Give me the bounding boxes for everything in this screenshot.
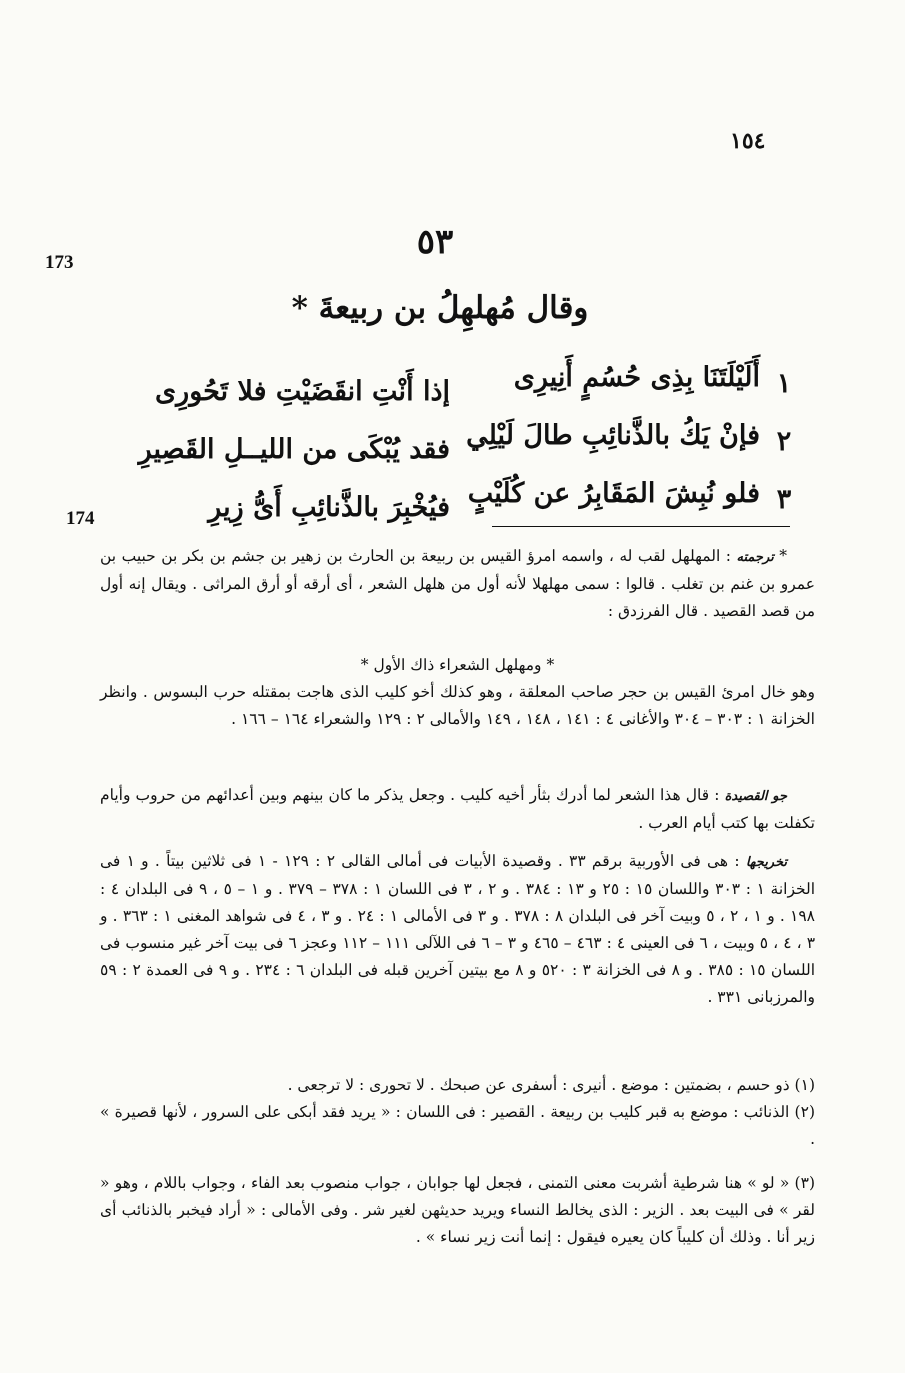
verse-line (100, 478, 800, 532)
verse-number: ٣ (776, 484, 792, 515)
poem-title: وقال مُهلهِلُ بن ربيعةَ * (291, 290, 589, 326)
verse-second-hemistich: إذا أَنْتِ انقَضَيْتِ فلا تَحُورِى (155, 376, 450, 407)
verse-line (100, 420, 800, 474)
verse-number: ١ (776, 368, 792, 399)
page-number: ١٥٤ (730, 128, 766, 154)
takhrij-text: : هى فى الأوربية برقم ٣٣ . وقصيدة الأبيات فى أمالى القالى ٢ : ١٢٩ - ١ فى ثلاثين بيتاً . و ١ فى الخزانة ١ : ٣٠٣ واللسان ١٥ : ٢٥ و ١٣ : ٣٨٤ . و ٢ ، ٣ فى اللسان ١ : ٣٧٨ – ٣٧٩ . و ١ – ٥ ، ٩ فى البلدان ٤ : ١٩٨ . و ١ ، ٢ ، ٥ وبيت آخر فى البلدان ٨ : ٣٧٨ . و ٣ فى الأمالى ١ : ٢٤ . و ٣ ، ٤ فى شواهد المغنى ١ : ٣٦٣ . و ٣ ، ٤ ، ٥ وبيت ، ٦ فى العينى ٤ : ٤٦٣ – ٤٦٥ و ٣ – ٦ فى اللآلى ١١١ – ١١٢ وعجز ٦ فى بيت آخر غير منسوب فى اللسان ١٥ : ٣٨٥ . و ٨ فى الخزانة ٣ : ٥٢٠ و ٨ مع بيتين آخرين قبله فى البلدان ٦ : ٢٣٤ . و ٩ فى العمدة ٢ : ٥٩ والمرزبانى ٣٣١ . (100, 852, 816, 1006)
takhrij-note (100, 848, 815, 1011)
biography-label: ترجمته (736, 550, 774, 565)
verse-second-hemistich: فيُخْبِرَ بالذَّنائِبِ أَىُّ زِيرِ (208, 492, 450, 523)
verse-first-hemistich: فلو نُبِشَ المَقَابِرُ عن كُلَيْبٍ (467, 478, 760, 509)
glosses (100, 1072, 815, 1153)
quoted-verse: * ومهلهل الشعراء ذاك الأول * (360, 656, 555, 674)
side-page-marker: 174 (66, 508, 95, 529)
gloss-3: (٣) « لو » هنا شرطية أشربت معنى التمنى ، فجعل لها جوابان ، جواب منصوب بعد الفاء ، وجواب باللام ، وهو « لقر » فى البيت بعد . الزير : الذى يخالط النساء ويريد حديثهن لغير شر . وفى الأمالى : « أراد فيخبر بالذنائب أى زير أنا . وذلك أن كليباً كان يعيره فيقول : إنما أنت زير نساء » . (100, 1174, 815, 1246)
verse-first-hemistich: أَلَيْلَتَنَا بِذِى حُسُمٍ أَنِيرِى (513, 362, 760, 393)
takhrij-label: تخريجها (745, 855, 787, 870)
footnote-divider (492, 526, 790, 527)
gloss-2: (٢) الذنائب : موضع به قبر كليب بن ربيعة . القصير : فى اللسان : « يريد فقد أبكى على السرور ، لأنها قصيرة » . (100, 1103, 815, 1148)
side-page-marker: 173 (45, 252, 74, 273)
biography-note: * ترجمته : المهلهل لقب له ، واسمه امرؤ القيس بن ربيعة بن الحارث بن زهير بن جشم بن بكر بن حبيب بن عمرو بن غنم بن تغلب . قالوا : سمى مهلهلا لأنه أول من هلهل الشعر ، أى أرقه أو أرق المراثى . ويقال إنه أول من قصد القصيد . قال الفرزدق : (100, 547, 815, 620)
gloss-1: (١) ذو حسم ، بضمتين : موضع . أنيرى : أسفرى عن صبحك . لا تحورى : لا ترجعى . (287, 1076, 815, 1094)
occasion-text: : قال هذا الشعر لما أدرك بثأر أخيه كليب . وجعل يذكر ما كان بينهم وبين أعدائهم من حروب وأيام تكفلت بها كتب أيام العرب . (100, 786, 815, 832)
biography-text: : المهلهل لقب له ، واسمه امرؤ القيس بن ربيعة بن الحارث بن زهير بن جشم بن بكر بن حبيب بن عمرو بن غنم بن تغلب . قالوا : سمى مهلهلا لأنه أول من هلهل الشعر ، أى أرقه أو أرق المراثى . ويقال إنه أول من قصد القصيد . قال الفرزدق : (100, 547, 815, 620)
verse-first-hemistich: فإنْ يَكُ بالذَّنائِبِ طالَ لَيْلِي (466, 420, 760, 451)
verse-line (100, 362, 800, 416)
verse-number: ٢ (776, 426, 792, 457)
gloss-3-block (100, 1170, 815, 1251)
verse-second-hemistich: فقد يُبْكَى من الليــلِ القَصِيرِ (138, 434, 450, 465)
poem-number: ٥٣ (416, 222, 454, 262)
occasion-note (100, 782, 815, 837)
occasion-label: جو القصيدة (724, 789, 787, 804)
biography-continued-text: وهو خال امرئ القيس بن حجر صاحب المعلقة ، وهو كذلك أخو كليب الذى هاجت بمقتله حرب البسوس . وانظر الخزانة ١ : ٣٠٣ – ٣٠٤ والأغانى ٤ : ١٤١ ، ١٤٨ ، ١٤٩ والأمالى ٢ : ١٢٩ والشعراء ١٦٤ – ١٦٦ . (100, 683, 815, 728)
biography-continuation (100, 652, 815, 733)
